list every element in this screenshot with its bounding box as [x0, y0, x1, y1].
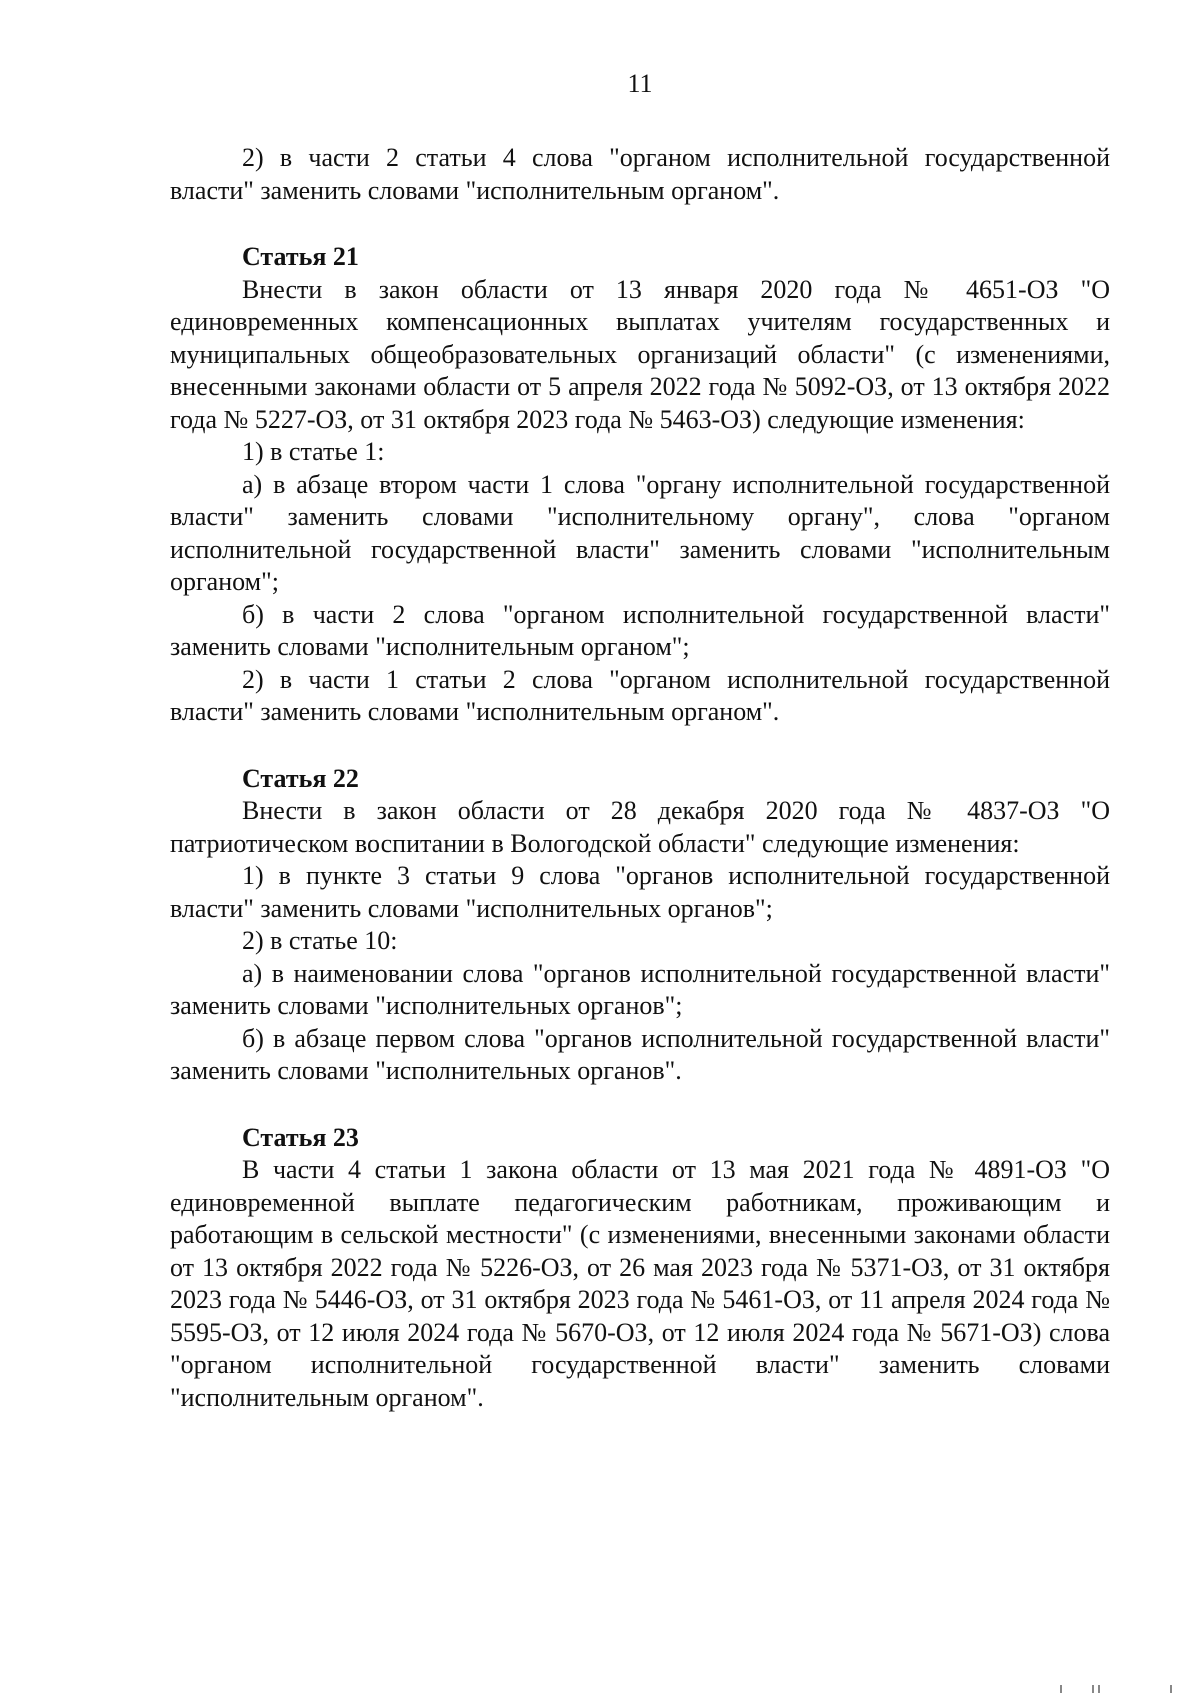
scan-artifact — [1092, 1685, 1094, 1693]
article-title: Статья 22 — [242, 763, 359, 793]
article-title: Статья 21 — [242, 242, 359, 271]
document-body — [170, 142, 1110, 1414]
paragraph: а) в наименовании слова "органов исполнительной государственной власти" заменить словами "исполнительных органов"; — [170, 958, 1110, 1020]
scan-artifact — [1060, 1685, 1062, 1693]
scan-artifact — [1170, 1685, 1172, 1693]
article-22 — [170, 763, 1110, 1088]
article-title: Статья 23 — [242, 1122, 359, 1152]
section-gap — [170, 1088, 1110, 1122]
paragraph: Внести в закон области от 28 декабря 2020 года № 4837-ОЗ "О патриотическом воспитании в Вологодской области" следующие изменения: — [170, 796, 1110, 858]
paragraph: б) в абзаце первом слова "органов исполнительной государственной власти" заменить словами "исполнительных органов". — [170, 1023, 1110, 1085]
article-21 — [170, 241, 1110, 729]
article-23 — [170, 1122, 1110, 1415]
paragraph: 2) в статье 10: — [242, 926, 398, 955]
paragraph: б) в части 2 слова "органом исполнительной государственной власти" заменить словами "исполнительным органом"; — [170, 599, 1110, 661]
paragraph: 1) в пункте 3 статьи 9 слова "органов исполнительной государственной власти" заменить словами "исполнительных органов"; — [170, 861, 1110, 923]
scan-artifact — [1098, 1685, 1100, 1693]
section-gap — [170, 729, 1110, 763]
paragraph: 1) в статье 1: — [242, 437, 385, 466]
intro-section — [170, 142, 1110, 207]
page-number: 11 — [627, 69, 653, 98]
paragraph: Внести в закон области от 13 января 2020 года № 4651-ОЗ "О единовременных компенсационных выплатах учителям государственных и муниципальных общеобразовательных организаций области" (с изменениями, внесенными законами области от 5 апреля 2022 года № 5092-ОЗ, от 13 октября 2022 года № 5227-ОЗ, от 31 октября 2023 года № 5463-ОЗ) следующие изменения: — [170, 274, 1110, 434]
section-gap — [170, 207, 1110, 241]
paragraph: 2) в части 2 статьи 4 слова "органом исполнительной государственной власти" заменить словами "исполнительным органом". — [170, 143, 1110, 205]
paragraph: 2) в части 1 статьи 2 слова "органом исполнительной государственной власти" заменить словами "исполнительным органом". — [170, 664, 1110, 726]
paragraph: В части 4 статьи 1 закона области от 13 мая 2021 года № 4891-ОЗ "О единовременной выплате педагогическим работникам, проживающим и работающим в сельской местности" (с изменениями, внесенными законами области от 13 октября 2022 года № 5226-ОЗ, от 26 мая 2023 года № 5371-ОЗ, от 31 октября 2023 года № 5446-ОЗ, от 31 октября 2023 года № 5461-ОЗ, от 11 апреля 2024 года № 5595-ОЗ, от 12 июля 2024 года № 5670-ОЗ, от 12 июля 2024 года № 5671-ОЗ) слова "органом исполнительной государственной власти" заменить словами "исполнительным органом". — [170, 1155, 1110, 1412]
paragraph: а) в абзаце втором части 1 слова "органу исполнительной государственной власти" заменить словами "исполнительному органу", слова "органом исполнительной государственной власти" заменить словами "исполнительным органом"; — [170, 469, 1110, 596]
